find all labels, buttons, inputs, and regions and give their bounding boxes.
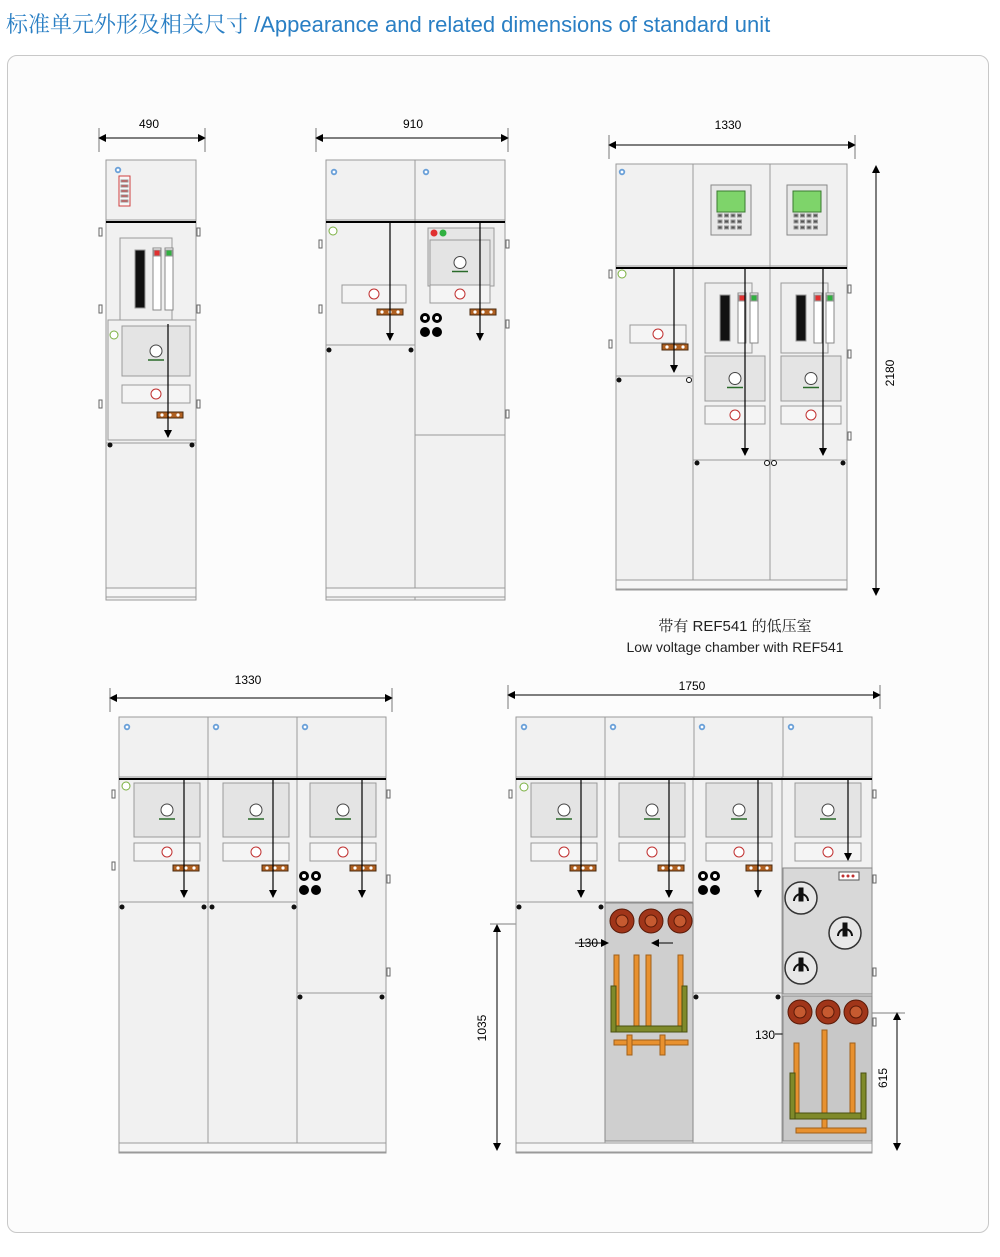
- abb-logo-icon: [124, 724, 130, 730]
- cabinet-body-910-left: [326, 220, 415, 600]
- interlock-keyhole-icon: [734, 847, 744, 857]
- status-indicator-icon: [110, 331, 118, 339]
- lv-box-910-right: [415, 160, 505, 220]
- terminal-bolt: [281, 866, 284, 869]
- breaker-handle-slot: [796, 295, 806, 341]
- door-handle: [873, 968, 876, 976]
- operating-shaft-icon: [250, 804, 262, 816]
- door-handle: [609, 340, 612, 348]
- terminal-bolt: [489, 310, 492, 313]
- page-title: 标准单元外形及相关尺寸 /Appearance and related dimensions of standard unit: [6, 12, 771, 37]
- breaker-handle-slot: [720, 295, 730, 341]
- hinge-dot: [108, 443, 113, 448]
- dimension-2180: 2180: [883, 359, 897, 387]
- relay-key: [718, 214, 722, 217]
- terminal-bolt: [184, 866, 187, 869]
- relay-key: [814, 214, 818, 217]
- cabinet-base: [516, 1143, 872, 1152]
- breaker-indicator-strip: [165, 248, 173, 310]
- breaker-on-button: [751, 295, 757, 301]
- interlock-keyhole-icon: [369, 289, 379, 299]
- ring-mark: [772, 461, 777, 466]
- earthing-post: [790, 1073, 795, 1119]
- interlock-keyhole-icon: [162, 847, 172, 857]
- terminal-bolt: [380, 310, 383, 313]
- interlock-keyhole-icon: [338, 847, 348, 857]
- red-lamp-icon: [431, 230, 438, 237]
- fuse-symbol-icon: [432, 327, 442, 337]
- door-handle: [319, 305, 322, 313]
- copper-bar: [660, 1035, 665, 1055]
- door-handle: [99, 400, 102, 408]
- status-indicator-icon: [122, 782, 130, 790]
- relay-key: [725, 226, 729, 229]
- lv-box-ref541-left: [616, 164, 693, 266]
- door-handle: [387, 875, 390, 883]
- door-handle: [99, 305, 102, 313]
- relay-caption: [560, 617, 910, 657]
- hinge-dot: [202, 905, 207, 910]
- operating-shaft-icon: [454, 257, 466, 269]
- operating-shaft-icon: [822, 804, 834, 816]
- breaker-indicator-strip: [153, 248, 161, 310]
- status-indicator-icon: [520, 783, 528, 791]
- terminal-bolt: [665, 345, 668, 348]
- fuse-symbol-icon: [710, 885, 720, 895]
- terminal-bolt: [396, 310, 399, 313]
- dimension-615: 615: [876, 1067, 890, 1089]
- cabinet-body-ref541-1: [616, 266, 693, 590]
- relay-mini-led: [121, 190, 128, 192]
- hinge-dot: [210, 905, 215, 910]
- terminal-bolt: [677, 866, 680, 869]
- abb-logo-icon: [788, 724, 794, 730]
- relay-key: [801, 214, 805, 217]
- door-handle: [848, 432, 851, 440]
- terminal-bolt: [681, 345, 684, 348]
- hinge-dot: [327, 348, 332, 353]
- ring-mark: [765, 461, 770, 466]
- bushing-insulator-core: [645, 915, 657, 927]
- relay-key: [738, 214, 742, 217]
- fuse-symbol-core: [302, 874, 306, 878]
- interlock-keyhole-icon: [730, 410, 740, 420]
- hinge-dot: [120, 905, 125, 910]
- green-lamp-icon: [440, 230, 447, 237]
- lv-box-1330-bottom-3: [297, 717, 386, 777]
- hinge-dot: [599, 905, 604, 910]
- relay-key: [725, 214, 729, 217]
- terminal-bolt: [353, 866, 356, 869]
- breaker-off-button: [154, 250, 160, 256]
- fuse-symbol-core: [423, 316, 427, 320]
- status-indicator-icon: [329, 227, 337, 235]
- fuse-symbol-core: [435, 316, 439, 320]
- vt-led: [842, 875, 845, 878]
- abb-logo-icon: [619, 169, 625, 175]
- door-handle: [873, 790, 876, 798]
- earthing-post: [682, 986, 687, 1032]
- relay-display: [717, 191, 745, 212]
- interlock-keyhole-icon: [806, 410, 816, 420]
- relay-key: [794, 220, 798, 223]
- bushing-insulator-core: [850, 1006, 862, 1018]
- terminal-bolt: [168, 413, 171, 416]
- operating-shaft-icon: [805, 373, 817, 385]
- copper-bar: [796, 1128, 866, 1133]
- relay-key: [738, 220, 742, 223]
- relay-mini-led: [121, 185, 128, 187]
- lv-box-1330-bottom-1: [119, 717, 208, 777]
- operating-shaft-icon: [337, 804, 349, 816]
- dimension-490: 490: [138, 117, 160, 131]
- door-handle: [197, 228, 200, 236]
- interlock-keyhole-icon: [823, 847, 833, 857]
- terminal-bolt: [192, 866, 195, 869]
- copper-bar: [614, 1040, 688, 1045]
- cabinet-base: [119, 1143, 386, 1152]
- cabinet-base: [326, 588, 505, 597]
- relay-key: [807, 214, 811, 217]
- earthing-post: [861, 1073, 866, 1119]
- relay-mini-led: [121, 180, 128, 182]
- interlock-keyhole-icon: [151, 389, 161, 399]
- interlock-keyhole-icon: [455, 289, 465, 299]
- relay-key: [738, 226, 742, 229]
- bushing-insulator-core: [794, 1006, 806, 1018]
- breaker-on-button: [827, 295, 833, 301]
- hinge-dot: [409, 348, 414, 353]
- hinge-dot: [292, 905, 297, 910]
- relay-key: [725, 220, 729, 223]
- abb-logo-icon: [331, 169, 337, 175]
- door-handle: [506, 320, 509, 328]
- terminal-bolt: [473, 310, 476, 313]
- terminal-bolt: [589, 866, 592, 869]
- interlock-keyhole-icon: [647, 847, 657, 857]
- hinge-dot: [695, 461, 700, 466]
- fuse-symbol-core: [713, 874, 717, 878]
- fuse-symbol-icon: [311, 885, 321, 895]
- abb-logo-icon: [115, 167, 121, 173]
- interlock-keyhole-icon: [653, 329, 663, 339]
- abb-logo-icon: [610, 724, 616, 730]
- lv-box-1750-3: [694, 717, 783, 777]
- breaker-front-panel: [120, 238, 172, 320]
- door-handle: [319, 240, 322, 248]
- door-handle: [112, 790, 115, 798]
- door-handle: [509, 790, 512, 798]
- terminal-bolt: [265, 866, 268, 869]
- hinge-dot: [694, 995, 699, 1000]
- copper-bar: [634, 955, 639, 1030]
- terminal-bolt: [661, 866, 664, 869]
- earthing-post: [611, 986, 616, 1032]
- operating-shaft-icon: [646, 804, 658, 816]
- hinge-dot: [841, 461, 846, 466]
- relay-key: [801, 226, 805, 229]
- status-indicator-icon: [618, 270, 626, 278]
- vt-terminal: [799, 888, 803, 901]
- abb-logo-icon: [423, 169, 429, 175]
- terminal-bolt: [573, 866, 576, 869]
- lv-box-910-left: [326, 160, 415, 220]
- relay-display: [793, 191, 821, 212]
- door-handle: [506, 410, 509, 418]
- terminal-bolt: [481, 310, 484, 313]
- terminal-bolt: [176, 413, 179, 416]
- fuse-symbol-core: [314, 874, 318, 878]
- relay-key: [814, 226, 818, 229]
- bushing-insulator-core: [822, 1006, 834, 1018]
- terminal-bolt: [749, 866, 752, 869]
- vt-led: [852, 875, 855, 878]
- fuse-symbol-core: [701, 874, 705, 878]
- copper-bar: [850, 1043, 855, 1113]
- terminal-bolt: [176, 866, 179, 869]
- ring-mark: [687, 378, 692, 383]
- terminal-bolt: [669, 866, 672, 869]
- terminal-bolt: [765, 866, 768, 869]
- relay-mini-led: [121, 200, 128, 202]
- abb-logo-icon: [521, 724, 527, 730]
- vt-terminal: [843, 923, 847, 936]
- dimension-1330-bottom: 1330: [234, 673, 262, 687]
- relay-key: [794, 226, 798, 229]
- door-handle: [99, 228, 102, 236]
- copper-bar: [646, 955, 651, 1030]
- cabinet-base: [616, 580, 847, 589]
- lv-box-1750-2: [605, 717, 694, 777]
- caption-english: Low voltage chamber with REF541: [626, 639, 844, 655]
- fuse-symbol-icon: [299, 885, 309, 895]
- earthing-bar: [790, 1113, 866, 1119]
- earthing-bar: [611, 1026, 687, 1032]
- abb-logo-icon: [699, 724, 705, 730]
- interlock-keyhole-icon: [251, 847, 261, 857]
- relay-key: [807, 226, 811, 229]
- fuse-symbol-icon: [420, 327, 430, 337]
- relay-key: [731, 214, 735, 217]
- hinge-dot: [776, 995, 781, 1000]
- operating-shaft-icon: [733, 804, 745, 816]
- caption-chinese: 带有 REF541 的低压室: [658, 618, 812, 635]
- relay-key: [814, 220, 818, 223]
- lv-box-1330-bottom-2: [208, 717, 297, 777]
- copper-bar: [627, 1035, 632, 1055]
- dimension-1035: 1035: [475, 1014, 489, 1042]
- door-handle: [197, 305, 200, 313]
- bushing-insulator-core: [616, 915, 628, 927]
- abb-logo-icon: [302, 724, 308, 730]
- dimension-1750: 1750: [678, 679, 706, 693]
- hinge-dot: [298, 995, 303, 1000]
- door-handle: [112, 862, 115, 870]
- door-handle: [848, 350, 851, 358]
- door-handle: [873, 1018, 876, 1026]
- dimension-130-left: 130: [577, 936, 599, 950]
- relay-key: [718, 226, 722, 229]
- relay-key: [801, 220, 805, 223]
- operating-shaft-icon: [161, 804, 173, 816]
- door-handle: [848, 285, 851, 293]
- hinge-dot: [617, 378, 622, 383]
- breaker-on-button: [166, 250, 172, 256]
- hinge-dot: [517, 905, 522, 910]
- relay-key: [731, 220, 735, 223]
- door-handle: [387, 968, 390, 976]
- relay-key: [718, 220, 722, 223]
- terminal-bolt: [160, 413, 163, 416]
- vt-led: [847, 875, 850, 878]
- door-handle: [197, 400, 200, 408]
- cabinet-base: [106, 588, 196, 597]
- breaker-off-button: [739, 295, 745, 301]
- operating-shaft-icon: [729, 373, 741, 385]
- terminal-bolt: [369, 866, 372, 869]
- breaker-handle-slot: [135, 250, 145, 308]
- relay-key: [731, 226, 735, 229]
- operating-shaft-icon: [558, 804, 570, 816]
- interlock-keyhole-icon: [559, 847, 569, 857]
- door-handle: [609, 270, 612, 278]
- abb-logo-icon: [213, 724, 219, 730]
- terminal-bolt: [273, 866, 276, 869]
- relay-key: [794, 214, 798, 217]
- terminal-bolt: [581, 866, 584, 869]
- door-handle: [506, 240, 509, 248]
- vt-terminal: [799, 958, 803, 971]
- relay-mini-led: [121, 195, 128, 197]
- dimension-1330-top: 1330: [714, 118, 742, 132]
- hinge-dot: [190, 443, 195, 448]
- operating-shaft-icon: [150, 345, 162, 357]
- dimension-910: 910: [402, 117, 424, 131]
- bushing-insulator-core: [674, 915, 686, 927]
- door-handle: [873, 875, 876, 883]
- lv-box-1750-4: [783, 717, 872, 777]
- relay-key: [807, 220, 811, 223]
- dimension-130-right: 130: [754, 1028, 776, 1042]
- breaker-off-button: [815, 295, 821, 301]
- door-handle: [387, 790, 390, 798]
- hinge-dot: [380, 995, 385, 1000]
- fuse-symbol-icon: [698, 885, 708, 895]
- lv-box-1750-1: [516, 717, 605, 777]
